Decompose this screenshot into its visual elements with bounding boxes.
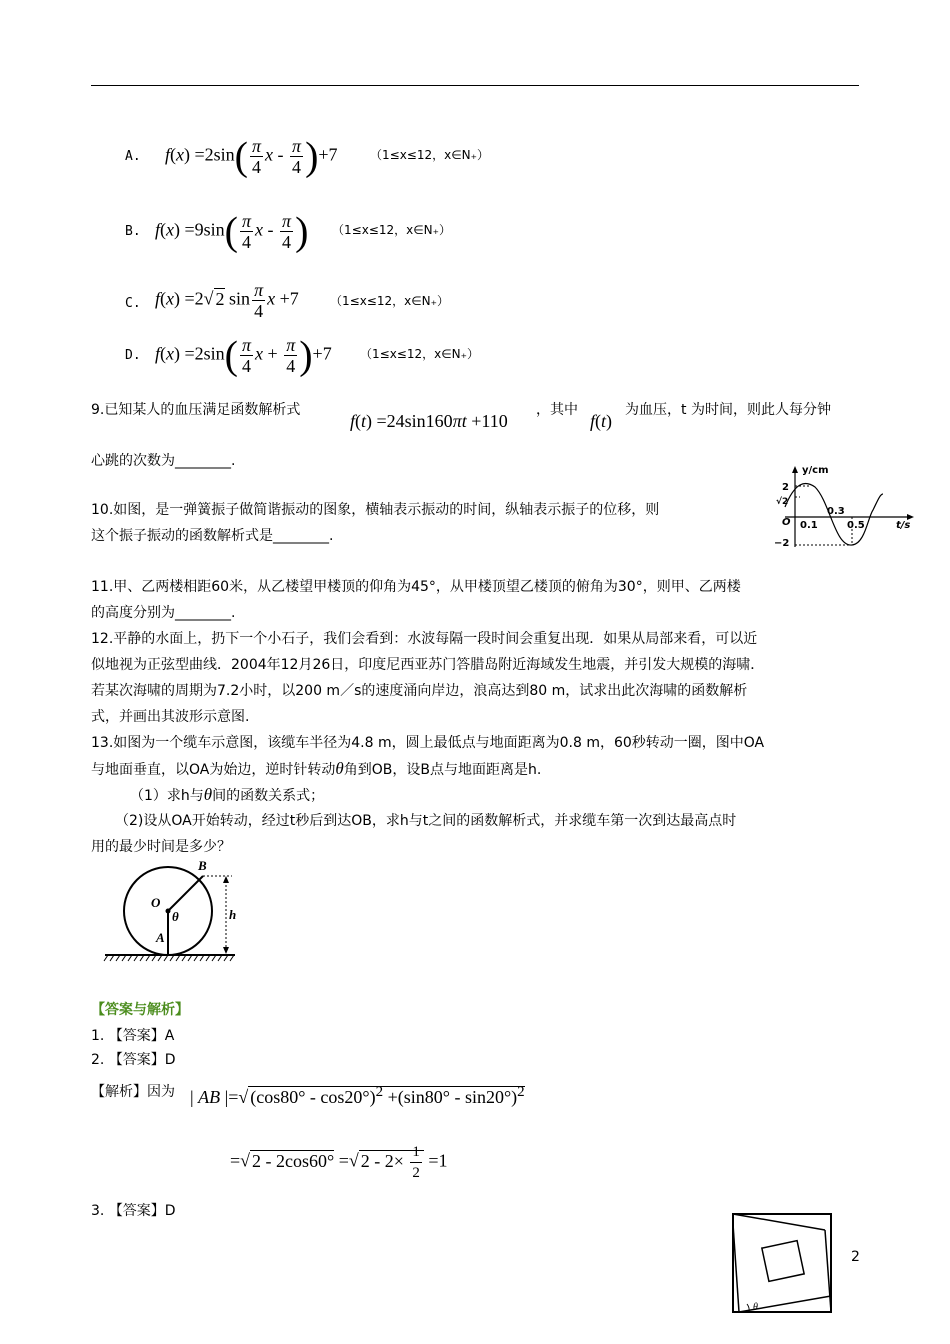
center-point bbox=[166, 909, 171, 914]
q3-square-figure bbox=[725, 1208, 837, 1318]
header-rule bbox=[91, 85, 859, 86]
h-arrow-top bbox=[223, 876, 229, 883]
answer-3: 3. 【答案】D bbox=[91, 1203, 176, 1219]
h-arrow-bottom bbox=[223, 947, 229, 954]
option-a-formula: f(x) =2sin( $\frac{\pi}{4}$ x - $\frac{\pi}{4}$ )+7 bbox=[165, 133, 338, 179]
label-h: h bbox=[229, 907, 237, 922]
graph-t3: 0.5 bbox=[847, 520, 865, 531]
option-b-formula: f(x) =9sin( $\frac{\pi}{4}$ x - $\frac{\pi}{4}$ ) bbox=[155, 208, 309, 254]
option-letter: D. bbox=[125, 348, 141, 363]
q12-line1: 12.平静的水面上，扔下一个小石子，我们会看到：水波每隔一段时间会重复出现．如果从局部来看，可以近 bbox=[91, 631, 758, 647]
graph-y-bottom: −2 bbox=[774, 538, 790, 549]
graph-origin: O bbox=[782, 517, 791, 528]
q13-line2a: 与地面垂直，以OA为始边，逆时针转动 bbox=[91, 762, 336, 778]
graph-y-top: 2 bbox=[782, 482, 789, 493]
option-d bbox=[125, 344, 141, 363]
graph-ylabel: y/cm bbox=[802, 465, 829, 476]
option-c-formula: f(x) =2√ 2 sin $\frac{\pi}{4}$ x +7 bbox=[155, 280, 299, 321]
option-d-domain: （1≤x≤12，x∈N₊） bbox=[360, 347, 479, 361]
option-letter: C. bbox=[125, 296, 141, 311]
q13-line1: 13.如图为一个缆车示意图，该缆车半径为4.8 m，圆上最低点与地面距离为0.8 m，60秒转动一圈，图中OA bbox=[91, 735, 765, 751]
option-b bbox=[125, 220, 141, 239]
jiexi-formula: | AB |=√ (cos80° - cos20°)$^2$ +(sin80° - sin20°)$^2$ bbox=[190, 1084, 525, 1107]
q11-line1: 11.甲、乙两楼相距60米，从乙楼望甲楼顶的仰角为45°，从甲楼顶望乙楼顶的俯角为30°，则甲、乙两楼 bbox=[91, 579, 741, 595]
q9-line2: 心跳的次数为________. bbox=[91, 453, 236, 469]
option-a bbox=[125, 145, 141, 164]
theta-symbol: θ bbox=[203, 785, 213, 804]
q9-prefix: 9.已知某人的血压满足函数解析式 bbox=[91, 402, 301, 418]
q10-oscillation-graph bbox=[760, 462, 920, 552]
option-b-domain: （1≤x≤12，x∈N₊） bbox=[332, 223, 451, 237]
segment-ob bbox=[168, 876, 203, 911]
label-o: O bbox=[151, 895, 161, 910]
q9-ft: f(t) bbox=[590, 411, 613, 431]
graph-y-sqrt: √2 bbox=[776, 497, 789, 507]
q9-middle: ，其中 bbox=[536, 402, 578, 418]
option-a-domain: （1≤x≤12，x∈N₊） bbox=[370, 148, 489, 162]
q13-line2b: 角到OB，设B点与地面距离是h. bbox=[343, 762, 542, 778]
answer-1: 1. 【答案】A bbox=[91, 1028, 175, 1044]
label-theta: θ bbox=[172, 909, 179, 924]
inner-square bbox=[762, 1241, 804, 1282]
jiexi-line2: =√ 2 - 2cos60° =√ 2 - 2× $\frac{1}{2}$ =1 bbox=[230, 1144, 448, 1181]
q10-line2: 这个振子振动的函数解析式是________. bbox=[91, 528, 334, 544]
graph-t2: 0.3 bbox=[827, 506, 845, 517]
q13-sub1 bbox=[130, 782, 324, 809]
theta-symbol: θ bbox=[335, 759, 344, 778]
graph-t1: 0.1 bbox=[800, 520, 818, 531]
graph-xlabel: t/s bbox=[896, 520, 911, 531]
label-b: B bbox=[198, 858, 207, 873]
q13-sub2a: （2)设从OA开始转动，经过t秒后到达OB，求h与t之间的函数解析式，并求缆车第一次到达最高点时 bbox=[115, 813, 737, 829]
q13-sub1b: 间的函数关系式； bbox=[212, 788, 325, 804]
page-number: 2 bbox=[851, 1249, 860, 1265]
fig3-theta: θ bbox=[753, 1302, 758, 1313]
q9-suffix: 为血压，t 为时间，则此人每分钟 bbox=[625, 402, 831, 418]
answers-header: 【答案与解析】 bbox=[91, 1002, 189, 1018]
answer-2: 2. 【答案】D bbox=[91, 1052, 176, 1068]
q11-line2: 的高度分别为________. bbox=[91, 605, 236, 621]
q10-line1: 10.如图，是一弹簧振子做简谐振动的图象，横轴表示振动的时间，纵轴表示振子的位移，则 bbox=[91, 502, 660, 518]
option-c bbox=[125, 292, 141, 311]
option-letter: A. bbox=[125, 149, 141, 164]
hidden bbox=[733, 1214, 823, 1312]
jiexi-label: 【解析】因为 bbox=[91, 1084, 175, 1100]
line-1 bbox=[733, 1214, 825, 1230]
label-a: A bbox=[156, 930, 165, 945]
q12-line4: 式，并画出其波形示意图. bbox=[91, 709, 250, 725]
q13-line2 bbox=[91, 756, 541, 783]
q12-line2: 似地视为正弦型曲线．2004年12月26日，印度尼西亚苏门答腊岛附近海域发生地震，并引发大规模的海啸． bbox=[91, 657, 765, 673]
y-axis-arrow bbox=[792, 466, 798, 473]
q13-sub2b: 用的最少时间是多少？ bbox=[91, 839, 231, 855]
option-d-formula: f(x) =2sin( $\frac{\pi}{4}$ x + $\frac{\pi}{4}$ )+7 bbox=[155, 332, 332, 378]
q12-line3: 若某次海啸的周期为7.2小时，以200 m／s的速度涌向岸边，浪高达到80 m，试求出此次海啸的函数解析 bbox=[91, 683, 748, 699]
q9-formula: f(t) =24sin160πt +110 bbox=[350, 411, 508, 431]
option-c-domain: （1≤x≤12，x∈N₊） bbox=[330, 294, 449, 308]
option-letter: B. bbox=[125, 224, 141, 239]
q13-sub1a: （1）求h与 bbox=[130, 788, 204, 804]
q13-cable-car-figure bbox=[100, 855, 245, 967]
